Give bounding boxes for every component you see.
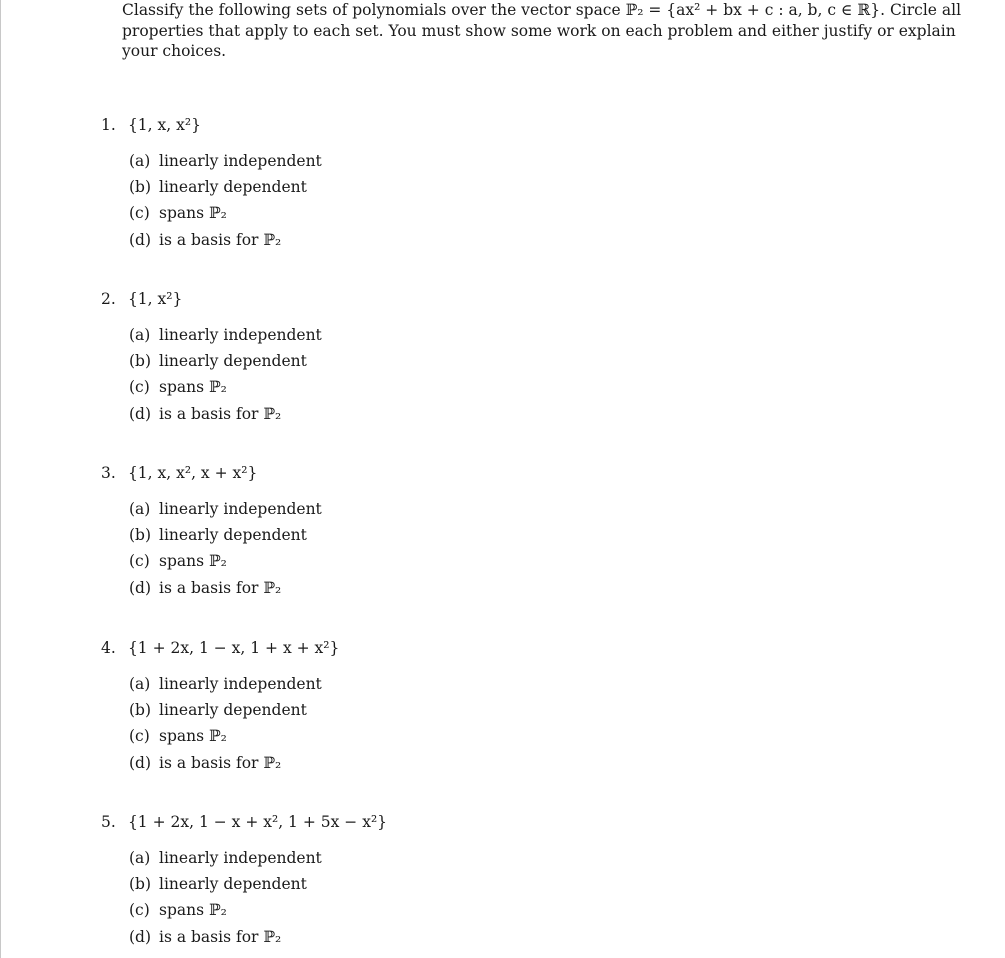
option-text: spans ℙ₂ [159,552,227,571]
option-linearly-dependent[interactable] [129,700,701,726]
option-is-basis[interactable] [129,927,701,953]
option-linearly-independent[interactable] [129,325,701,351]
option-text: is a basis for ℙ₂ [159,578,282,597]
option-linearly-independent[interactable] [129,499,701,525]
option-text: linearly independent [159,326,322,344]
problem-4 [101,638,701,779]
option-text: linearly dependent [159,178,307,197]
problem-number: 4. [101,639,116,657]
option-text: linearly independent [159,675,322,693]
option-spans[interactable] [129,726,701,752]
option-letter: (b) [129,178,152,197]
polynomial-set: {1, x²} [127,290,183,308]
option-letter: (c) [129,552,150,571]
option-text: is a basis for ℙ₂ [159,404,282,423]
option-letter: (a) [129,500,151,518]
option-text: is a basis for ℙ₂ [159,927,282,946]
option-spans[interactable] [129,551,701,577]
option-is-basis[interactable] [129,753,701,779]
option-letter: (d) [129,404,152,423]
option-text: spans ℙ₂ [159,901,227,920]
option-text: linearly dependent [159,352,307,371]
option-letter: (c) [129,727,150,746]
option-is-basis[interactable] [129,578,701,604]
polynomial-set: {1 + 2x, 1 − x + x², 1 + 5x − x²} [127,813,388,831]
option-letter: (a) [129,152,151,170]
option-text: is a basis for ℙ₂ [159,230,282,249]
option-letter: (c) [129,378,150,397]
option-letter: (c) [129,901,150,920]
option-linearly-independent[interactable] [129,151,701,177]
option-letter: (c) [129,204,150,223]
option-list [129,499,701,604]
option-spans[interactable] [129,377,701,403]
option-letter: (d) [129,578,152,597]
option-letter: (d) [129,753,152,772]
option-text: linearly independent [159,152,322,170]
option-letter: (b) [129,352,152,371]
problem-number: 3. [101,464,116,482]
option-letter: (d) [129,927,152,946]
option-linearly-dependent[interactable] [129,874,701,900]
problem-2 [101,289,701,430]
problem-heading [101,812,701,832]
option-text: spans ℙ₂ [159,727,227,746]
problem-number: 1. [101,116,116,134]
option-linearly-independent[interactable] [129,848,701,874]
problem-heading [101,638,701,658]
option-spans[interactable] [129,203,701,229]
option-spans[interactable] [129,900,701,926]
option-text: linearly dependent [159,701,307,720]
option-is-basis[interactable] [129,230,701,256]
option-text: is a basis for ℙ₂ [159,753,282,772]
instructions-paragraph [122,0,962,62]
problem-3 [101,463,701,604]
option-linearly-dependent[interactable] [129,177,701,203]
option-list [129,848,701,953]
option-text: spans ℙ₂ [159,378,227,397]
polynomial-set: {1 + 2x, 1 − x, 1 + x + x²} [127,639,340,657]
option-text: linearly independent [159,849,322,867]
problem-5 [101,812,701,953]
option-letter: (a) [129,849,151,867]
option-letter: (a) [129,326,151,344]
polynomial-set: {1, x, x², x + x²} [127,464,258,482]
problem-heading [101,463,701,483]
option-letter: (b) [129,526,152,545]
option-letter: (d) [129,230,152,249]
option-list [129,674,701,779]
instructions-line: your choices. [122,42,227,60]
page-left-border [0,0,1,958]
option-list [129,151,701,256]
option-is-basis[interactable] [129,404,701,430]
option-list [129,325,701,430]
problem-heading [101,115,701,135]
option-letter: (b) [129,701,152,720]
instructions-line: properties that apply to each set. You must show some work on each problem and either justify or explain [122,21,956,40]
instructions-line: Classify the following sets of polynomials over the vector space ℙ₂ = {ax² + bx + c : a, b, c ∈ ℝ}. Circle all [122,1,962,19]
option-linearly-independent[interactable] [129,674,701,700]
polynomial-set: {1, x, x²} [127,116,201,134]
option-letter: (a) [129,675,151,693]
problem-heading [101,289,701,309]
option-text: linearly independent [159,500,322,518]
problem-number: 2. [101,290,116,308]
problem-number: 5. [101,813,116,831]
option-linearly-dependent[interactable] [129,351,701,377]
option-text: linearly dependent [159,875,307,894]
option-text: linearly dependent [159,526,307,545]
option-letter: (b) [129,875,152,894]
option-text: spans ℙ₂ [159,204,227,223]
problem-1 [101,115,701,256]
option-linearly-dependent[interactable] [129,525,701,551]
